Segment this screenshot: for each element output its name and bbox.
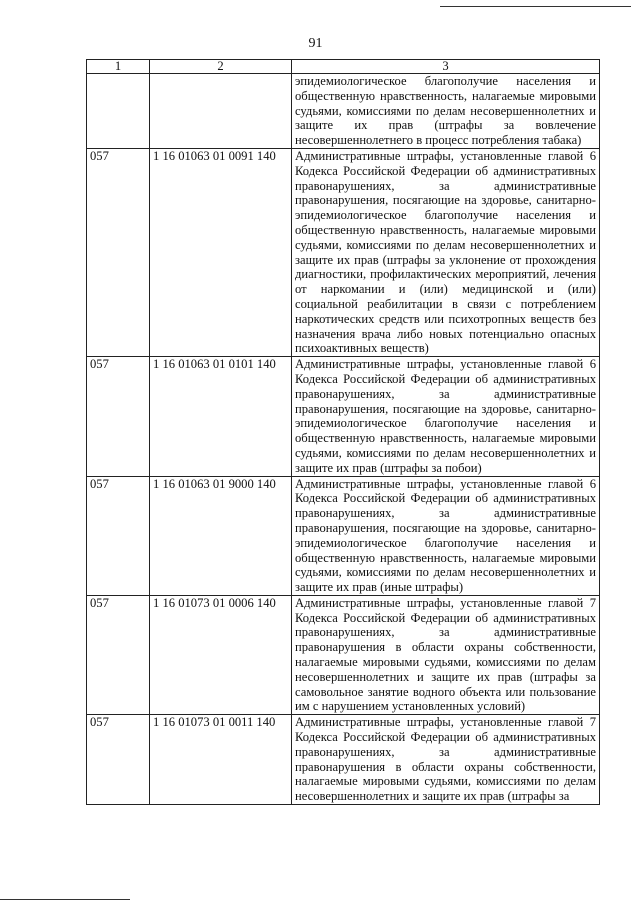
- description-cell: Административные штрафы, установленные главой 6 Кодекса Российской Федерации об административных правонарушениях, за административные правонарушения, посягающие на здоровье, санитарно-эпидемиологическое благополучие населения и общественную нравственность, налагаемые мировыми судьями, комиссиями по делам несовершеннолетних и защите их прав (штрафы за побои): [292, 357, 600, 476]
- budget-code-cell: 1 16 01073 01 0006 140: [150, 595, 292, 714]
- table-row: [87, 74, 600, 149]
- budget-code-cell: 1 16 01073 01 0011 140: [150, 715, 292, 805]
- table-header-row: [87, 60, 600, 74]
- description-cell: Административные штрафы, установленные главой 6 Кодекса Российской Федерации об административных правонарушениях, за административные правонарушения, посягающие на здоровье, санитарно-эпидемиологическое благополучие населения и общественную нравственность, налагаемые мировыми судьями, комиссиями по делам несовершеннолетних и защите их прав (штрафы за уклонение от прохождения диагностики, профилактических мероприятий, лечения от наркомании и (или) медицинской и (или) социальной реабилитации в связи с потреблением наркотических средств или психотропных веществ без назначения врача либо новых потенциально опасных психоактивных веществ): [292, 148, 600, 356]
- admin-code-cell: 057: [87, 595, 150, 714]
- header-col-2: 2: [150, 60, 292, 74]
- description-cell: Административные штрафы, установленные главой 6 Кодекса Российской Федерации об административных правонарушениях, за административные правонарушения, посягающие на здоровье, санитарно-эпидемиологическое благополучие населения и общественную нравственность, налагаемые мировыми судьями, комиссиями по делам несовершеннолетних и защите их прав (иные штрафы): [292, 476, 600, 595]
- table-row: [87, 715, 600, 805]
- budget-code-cell: 1 16 01063 01 9000 140: [150, 476, 292, 595]
- budget-code-cell: [150, 74, 292, 149]
- table-row: [87, 476, 600, 595]
- admin-code-cell: [87, 74, 150, 149]
- admin-code-cell: 057: [87, 715, 150, 805]
- description-cell: Административные штрафы, установленные главой 7 Кодекса Российской Федерации об административных правонарушениях, за административные правонарушения в области охраны собственности, налагаемые мировыми судьями, комиссиями по делам несовершеннолетних и защите их прав (штрафы за: [292, 715, 600, 805]
- description-cell: Административные штрафы, установленные главой 7 Кодекса Российской Федерации об административных правонарушениях, за административные правонарушения в области охраны собственности, налагаемые мировыми судьями, комиссиями по делам несовершеннолетних и защите их прав (штрафы за самовольное занятие водного объекта или пользование им с нарушением установленных условий): [292, 595, 600, 714]
- admin-code-cell: 057: [87, 476, 150, 595]
- table-row: [87, 595, 600, 714]
- scan-edge-bottom: [0, 899, 130, 900]
- page-number: 91: [308, 36, 323, 51]
- header-col-3: 3: [292, 60, 600, 74]
- table-row: [87, 357, 600, 476]
- admin-code-cell: 057: [87, 357, 150, 476]
- description-cell: эпидемиологическое благополучие населения и общественную нравственность, налагаемые мировыми судьями, комиссиями по делам несовершеннолетних и защите их прав (штрафы за вовлечение несовершеннолетнего в процесс потребления табака): [292, 74, 600, 149]
- admin-code-cell: 057: [87, 148, 150, 356]
- header-col-1: 1: [87, 60, 150, 74]
- scan-edge-top: [440, 6, 631, 7]
- table-row: [87, 148, 600, 356]
- revenue-codes-table: [86, 59, 600, 805]
- budget-code-cell: 1 16 01063 01 0101 140: [150, 357, 292, 476]
- budget-code-cell: 1 16 01063 01 0091 140: [150, 148, 292, 356]
